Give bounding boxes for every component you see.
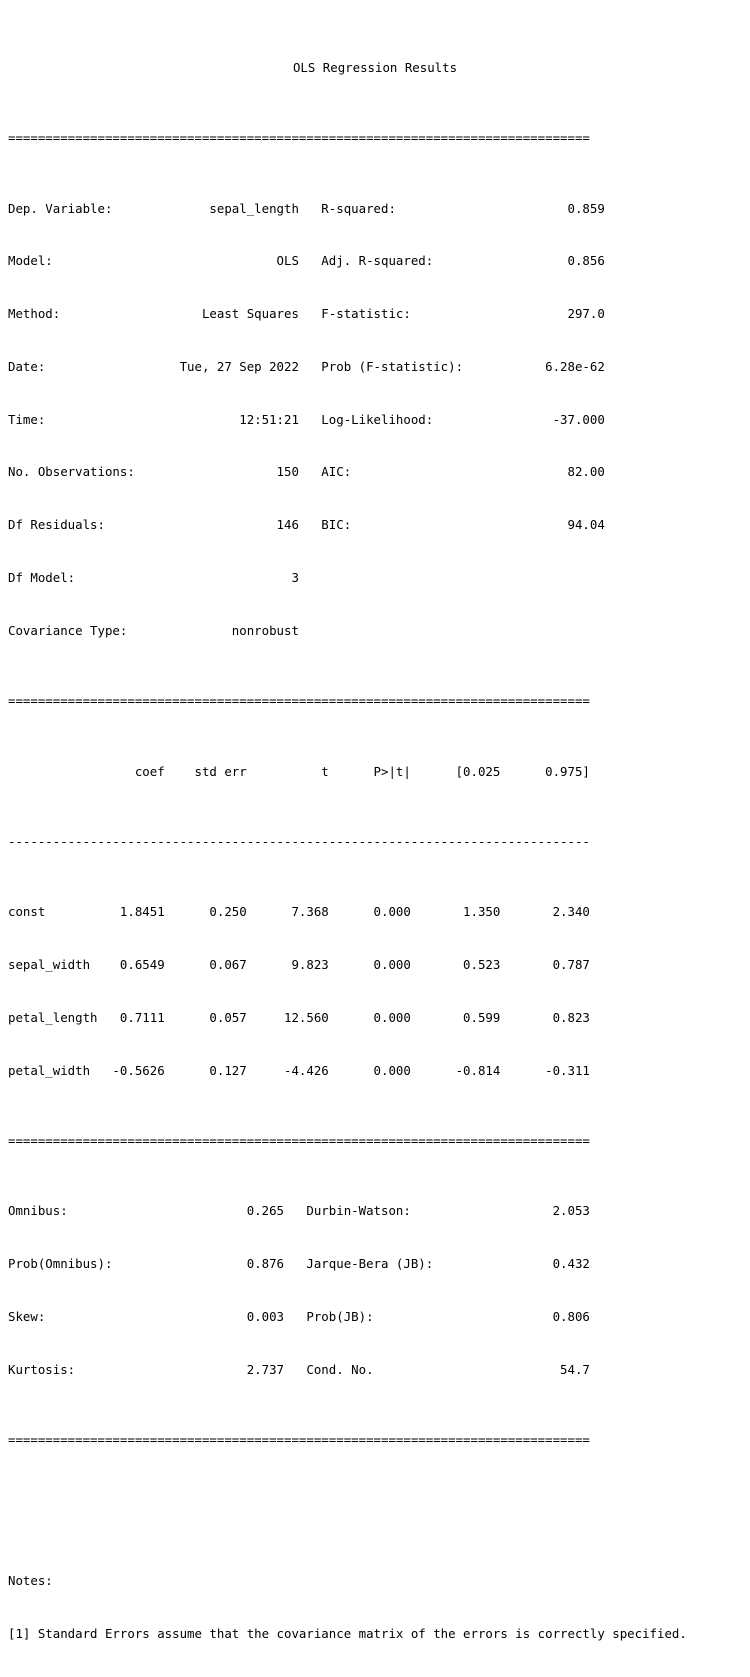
diagnostic-row: Kurtosis: 2.737 Cond. No. 54.7 — [8, 1361, 590, 1377]
summary-row: Dep. Variable: sepal_length R-squared: 0.859 — [8, 200, 605, 216]
table-row: const 1.8451 0.250 7.368 0.000 1.350 2.340 — [8, 904, 590, 920]
rule-double-top: ============================================================================== — [8, 130, 590, 146]
spacer — [8, 1501, 742, 1519]
summary-row: Df Model: 3 — [8, 570, 605, 585]
summary-row: Model: OLS Adj. R-squared: 0.856 — [8, 253, 605, 269]
notes-label: Notes: — [8, 1572, 53, 1588]
note-item: [1] Standard Errors assume that the covariance matrix of the errors is correctly specified. — [8, 1625, 687, 1641]
rule-double-mid-1: ============================================================================== — [8, 693, 590, 709]
diagnostic-row: Skew: 0.003 Prob(JB): 0.806 — [8, 1308, 590, 1324]
summary-row: Time: 12:51:21 Log-Likelihood: -37.000 — [8, 411, 605, 427]
rule-double-mid-2: ============================================================================== — [8, 1133, 590, 1148]
diagnostic-row: Omnibus: 0.265 Durbin-Watson: 2.053 — [8, 1203, 590, 1219]
coefficients-header: coef std err t P>|t| [0.025 0.975] — [8, 763, 590, 779]
summary-row: Df Residuals: 146 BIC: 94.04 — [8, 517, 605, 533]
summary-row: Date: Tue, 27 Sep 2022 Prob (F-statistic): 6.28e-62 — [8, 358, 605, 374]
rule-double-bottom: ============================================================================== — [8, 1432, 590, 1448]
summary-row: Covariance Type: nonrobust — [8, 622, 605, 638]
table-row: petal_length 0.7111 0.057 12.560 0.000 0.599 0.823 — [8, 1009, 590, 1025]
rule-single: ------------------------------------------------------------------------------ — [8, 833, 590, 849]
table-row: sepal_width 0.6549 0.067 9.823 0.000 0.523 0.787 — [8, 957, 590, 973]
summary-row: No. Observations: 150 AIC: 82.00 — [8, 464, 605, 480]
diagnostic-row: Prob(Omnibus): 0.876 Jarque-Bera (JB): 0.432 — [8, 1256, 590, 1272]
table-row: petal_width -0.5626 0.127 -4.426 0.000 -0.814 -0.311 — [8, 1062, 590, 1078]
summary-row: Method: Least Squares F-statistic: 297.0 — [8, 306, 605, 322]
page-title: OLS Regression Results — [292, 59, 458, 75]
